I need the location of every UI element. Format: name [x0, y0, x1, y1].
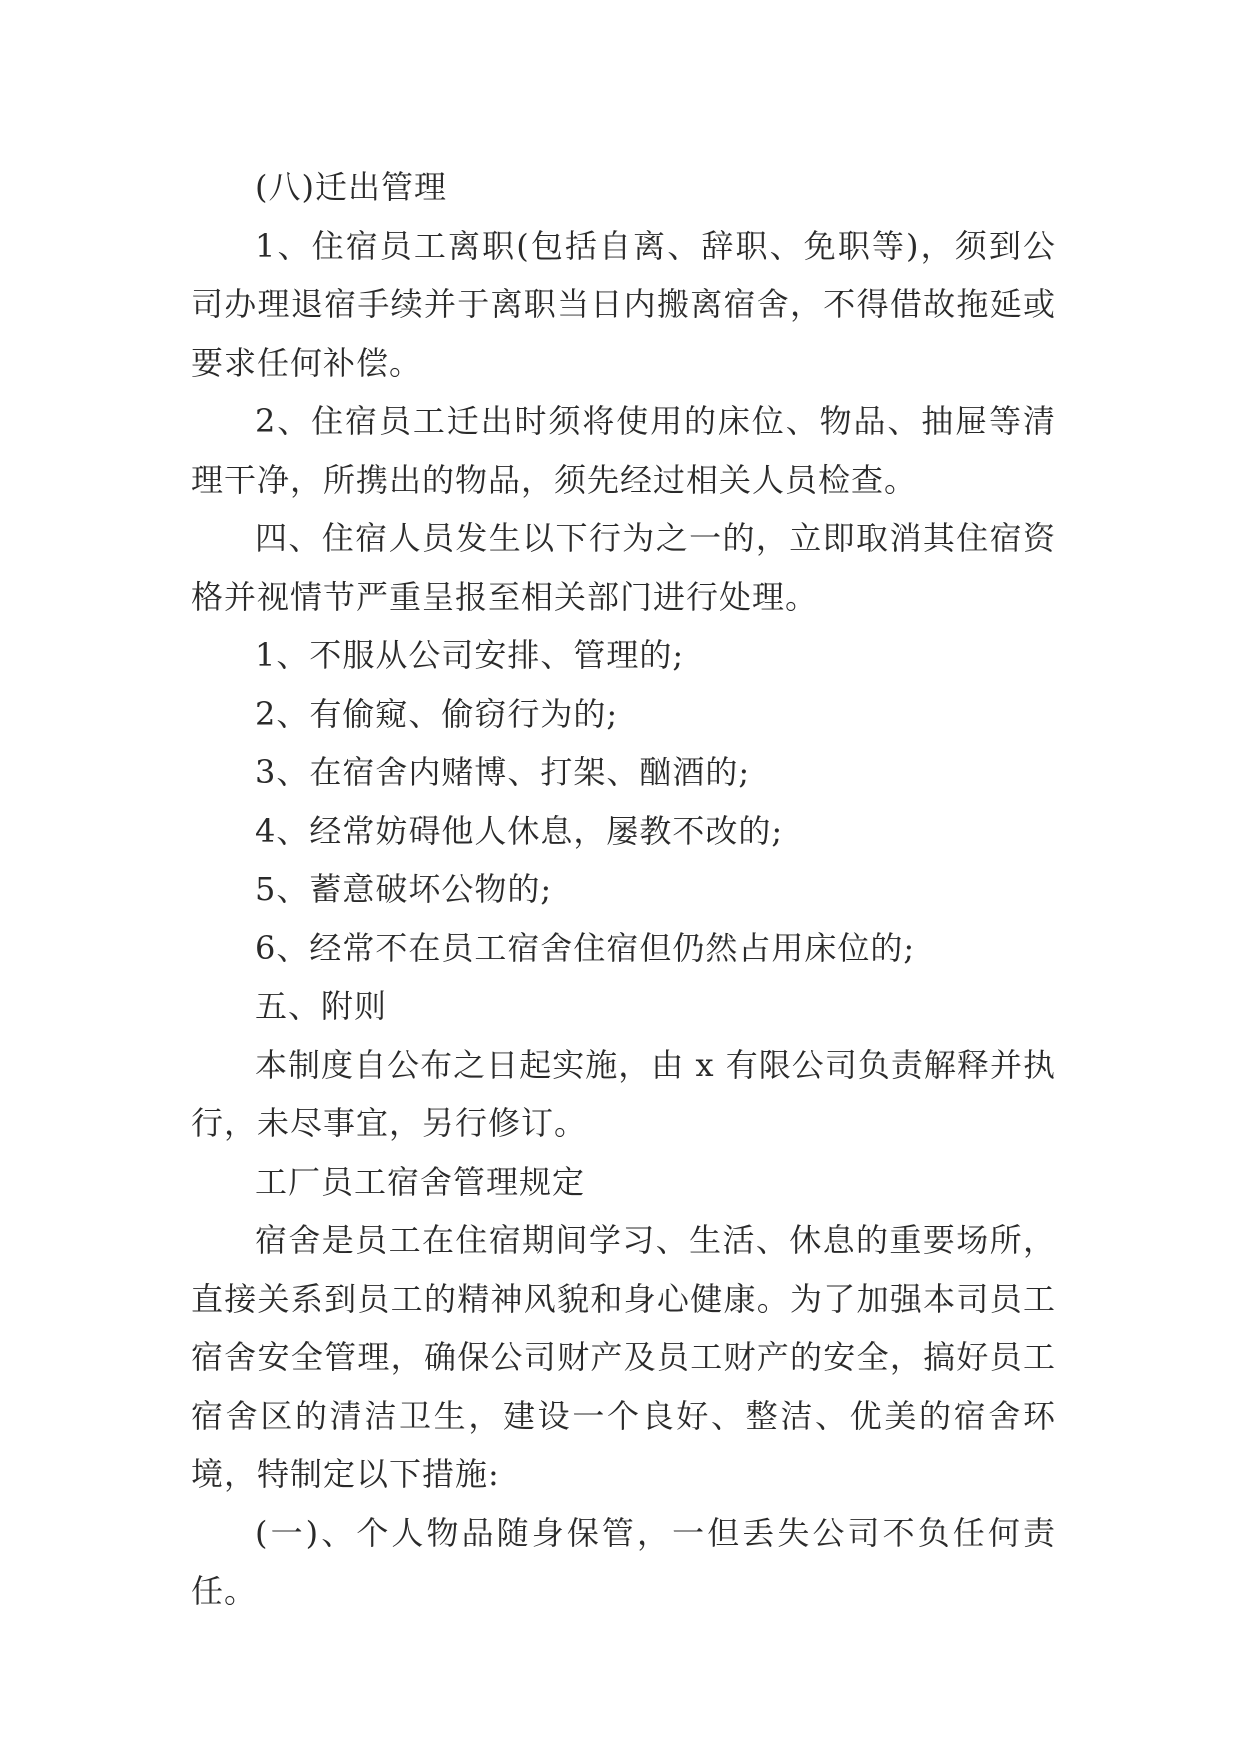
section-heading-move-out: (八)迁出管理: [255, 168, 447, 206]
list-item: 6、经常不在员工宿舍住宿但仍然占用床位的;: [255, 928, 916, 967]
list-item: 3、在宿舍内赌博、打架、酗酒的;: [255, 753, 751, 791]
paragraph: (一)、个人物品随身保管，一但丢失公司不负任何责任。: [191, 1513, 1056, 1610]
list-item: 4、经常妨碍他人休息，屡教不改的;: [255, 811, 784, 850]
list-item: 5、蓄意破坏公物的;: [255, 870, 553, 908]
document-body: [191, 158, 1056, 1621]
paragraph: 四、住宿人员发生以下行为之一的，立即取消其住宿资格并视情节严重呈报至相关部门进行处理。: [191, 519, 1056, 616]
list-item: 2、有偷窥、偷窃行为的;: [255, 694, 619, 733]
paragraph: 1、住宿员工离职(包括自离、辞职、免职等)，须到公司办理退宿手续并于离职当日内搬离宿舍，不得借故拖延或要求任何补偿。: [191, 226, 1056, 382]
paragraph: 2、住宿员工迁出时须将使用的床位、物品、抽屉等清理干净，所携出的物品，须先经过相关人员检查。: [191, 402, 1056, 499]
list-item: 1、不服从公司安排、管理的;: [255, 636, 685, 674]
section-heading-appendix: 五、附则: [255, 987, 388, 1025]
document-title: 工厂员工宿舍管理规定: [255, 1162, 586, 1201]
paragraph: 本制度自公布之日起实施，由 x 有限公司负责解释并执行，未尽事宜，另行修订。: [191, 1045, 1056, 1142]
paragraph: 宿舍是员工在住宿期间学习、生活、休息的重要场所，直接关系到员工的精神风貌和身心健康。为了加强本司员工宿舍安全管理，确保公司财产及员工财产的安全，搞好员工宿舍区的清洁卫生，建设一个良好、整洁、优美的宿舍环境，特制定以下措施:: [191, 1221, 1056, 1493]
